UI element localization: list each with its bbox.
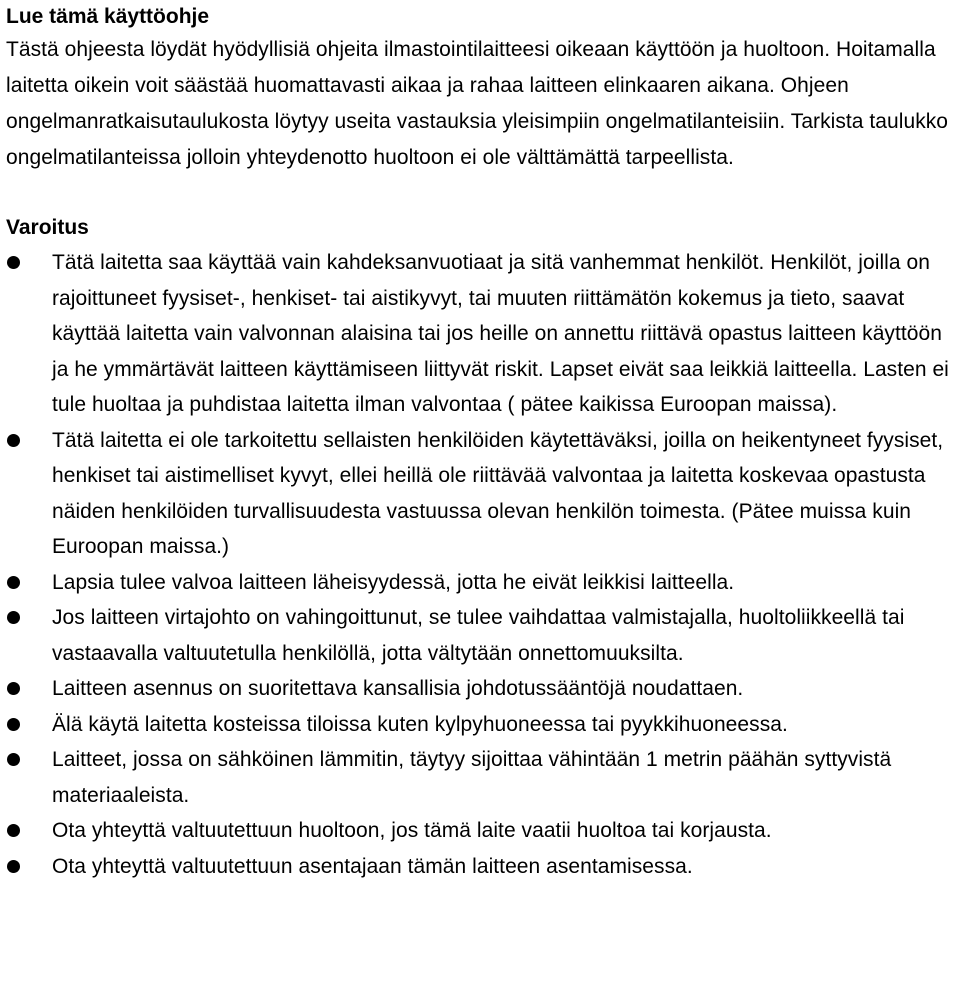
warning-item [6,742,956,813]
warning-list [6,245,956,884]
bullet-icon [7,611,20,624]
bullet-icon [7,256,20,269]
warning-item [6,600,956,671]
warning-item [6,813,956,849]
page-title: Lue tämä käyttöohje [6,5,210,28]
bullet-icon [7,860,20,873]
bullet-icon [7,824,20,837]
warning-item-text: Laitteet, jossa on sähköinen lämmitin, täytyy sijoittaa vähintään 1 metrin päähän syttyvistä materiaaleista. [52,748,892,807]
warning-item [6,707,956,743]
warning-item-text: Älä käytä laitetta kosteissa tiloissa kuten kylpyhuoneessa tai pyykkihuoneessa. [52,712,788,736]
warning-item-text: Ota yhteyttä valtuutettuun huoltoon, jos tämä laite vaatii huoltoa tai korjausta. [52,819,772,842]
warning-item [6,423,956,565]
bullet-icon [7,434,20,447]
warning-item [6,849,956,885]
bullet-icon [7,682,20,695]
warning-item-text: Jos laitteen virtajohto on vahingoittunut, se tulee vaihdattaa valmistajalla, huoltoliikkeellä tai vastaavalla valtuutetulla henkilöllä, jotta vältytään onnettomuuksilta. [52,606,905,665]
manual-page [6,2,956,884]
warning-item-text: Lapsia tulee valvoa laitteen läheisyydessä, jotta he eivät leikkisi laitteella. [52,570,735,594]
warning-item [6,245,956,423]
warning-item-text: Tätä laitetta ei ole tarkoitettu sellaisten henkilöiden käytettäväksi, joilla on heikentyneet fyysiset, henkiset tai aistimelliset kyvyt, ellei heillä ole riittävää valvontaa ja laitetta koskevaa opastusta näiden henkilöiden turvallisuudesta vastuussa olevan henkilön toimesta. (Pätee muissa kuin Euroopan maissa.) [52,428,944,558]
intro-paragraph: Tästä ohjeesta löydät hyödyllisiä ohjeita ilmastointilaitteesi oikeaan käyttöön ja huoltoon. Hoitamalla laitetta oikein voit säästää huomattavasti aikaa ja rahaa laitteen elinkaaren aikana. Ohjeen ongelmanratkaisutaulukosta löytyy useita vastauksia yleisimpiin ongelmatilanteisiin. Tarkista taulukko ongelmatilanteissa jolloin yhteydenotto huoltoon ei ole välttämättä tarpeellista. [6,38,949,169]
warning-item-text: Laitteen asennus on suoritettava kansallisia johdotussääntöjä noudattaen. [52,677,744,700]
bullet-icon [7,576,20,589]
warning-item-text: Ota yhteyttä valtuutettuun asentajaan tämän laitteen asentamisessa. [52,854,693,878]
warning-item [6,671,956,707]
bullet-icon [7,718,20,731]
warning-heading: Varoitus [6,216,89,239]
bullet-icon [7,753,20,766]
warning-item-text: Tätä laitetta saa käyttää vain kahdeksanvuotiaat ja sitä vanhemmat henkilöt. Henkilöt, joilla on rajoittuneet fyysiset-, henkiset- tai aistikyvyt, tai muuten riittämätön kokemus ja tieto, saavat käyttää laitetta vain valvonnan alaisina tai jos heille on annettu riittävä opastus laitteen käyttöön ja he ymmärtävät laitteen käyttämiseen liittyvät riskit. Lapset eivät saa leikkiä laitteella. Lasten ei tule huoltaa ja puhdistaa laitetta ilman valvontaa ( pätee kaikissa Euroopan maissa). [52,251,949,416]
warning-item [6,565,956,601]
